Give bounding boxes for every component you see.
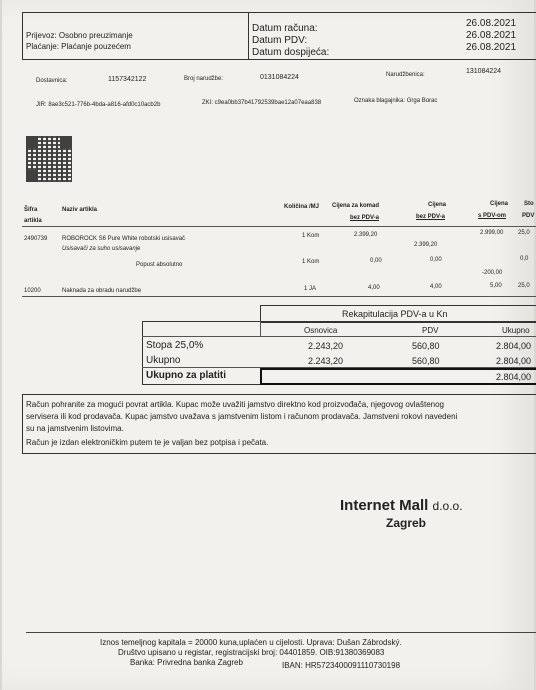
col-cijena: Cijena: [428, 202, 447, 208]
invoice-date: 26.08.2021: [466, 18, 517, 29]
row1-kolicina: 1 Kom: [302, 233, 320, 239]
col-cijena-pdv-2: s PDV-om: [478, 213, 507, 219]
note-line-2: servisera ili kod prodavača. Kupac jamstvo uvažava s jamstvenim listom i računom prodavača. Jamstveni rokovi navedeni: [26, 412, 458, 421]
col-cijena-komad: Cijena za komad: [332, 203, 380, 209]
table-bottom-divider: [22, 296, 536, 297]
recap-row1-osnovica: 2.243,20: [308, 341, 344, 351]
note-line-1: Račun pohranite za mogući povrat artikla. Kupac može uvažiti jamstvo direktno kod proizvođača, njegovog ovlaštenog: [26, 400, 445, 409]
cashier: Oznaka blagajnika: Grga Borac: [354, 98, 438, 104]
due-date-label: Datum dospijeća:: [252, 47, 330, 58]
col-artikla: artikla: [24, 218, 42, 224]
row1-cijena-pdv: 2.999,00: [480, 230, 504, 236]
company-city: Zagreb: [386, 516, 427, 530]
row1-sifra: 2490739: [24, 236, 48, 242]
row5-cijena: 4,00: [430, 284, 442, 290]
row1-stopa: 25,0: [518, 230, 530, 236]
row3-cijena-komad: 0,00: [370, 258, 382, 264]
transport-method: Prijevoz: Osobno preuzimanje: [26, 31, 133, 40]
col-stopa-2: PDV: [522, 213, 535, 219]
note-line-3: su na jamstvenim listovima.: [26, 424, 124, 433]
recap-row2-ukupno: 2.804,00: [496, 356, 532, 366]
recap-row2-label: Ukupno: [146, 355, 181, 366]
recap-row1-pdv: 560,80: [412, 341, 440, 351]
col-kolicina: Količina /MJ: [284, 204, 320, 210]
col-stopa: Sto: [524, 201, 534, 207]
delivery-note-label: Dostavnica:: [36, 78, 68, 84]
order-number: 0131084224: [260, 74, 299, 81]
recap-row2-pdv: 560,80: [412, 356, 440, 366]
col-naziv: Naziv artikla: [62, 207, 98, 213]
recap-row2-osnovica: 2.243,20: [308, 356, 344, 366]
col-sifra: Šifra: [24, 207, 38, 213]
total-label: Ukupno za platiti: [146, 370, 226, 381]
order-number-label: Broj narudžbe:: [184, 76, 224, 82]
row4-cijena-pdv: -200,00: [482, 270, 503, 276]
qr-code: [26, 136, 72, 182]
recap-row1-ukupno: 2.804,00: [496, 341, 532, 351]
row5-stopa: 25,0: [518, 283, 530, 289]
total-box: [260, 368, 536, 385]
row2-cijena: 2.399,20: [414, 242, 438, 248]
recap-col-osnovica: Osnovica: [304, 326, 338, 335]
purchase-order: 131084224: [466, 68, 502, 75]
note-line-4: Račun je izdan elektroničkim putem te je valjan bez potpisa i pečata.: [26, 438, 269, 447]
jir-code: JIR: 8ae3c521-776b-4bda-a816-afd0c10acb2b: [36, 102, 161, 108]
footer-divider: [26, 632, 536, 633]
footer-line-2: Društvo upisano u registar, registracijski broj: 04401859. OIB:91380369083: [118, 648, 385, 657]
table-header-divider: [22, 226, 536, 227]
col-cijena-pdv: Cijena: [490, 201, 509, 207]
company-name: [340, 497, 463, 514]
vat-date: 26.08.2021: [466, 30, 517, 41]
company-suffix: d.o.o.: [432, 499, 463, 513]
purchase-order-label: Narudžbenica:: [386, 72, 425, 78]
row1-naziv: ROBOROCK S6 Pure White robotski usisavač: [62, 236, 186, 242]
row3-kolicina: 1 Kom: [302, 259, 320, 265]
payment-method: Plaćanje: Plaćanje pouzećem: [26, 42, 131, 51]
total-value: 2.804,00: [496, 372, 532, 382]
row2-naziv: Usisavači za suho usisavanje: [62, 246, 141, 252]
invoice-paper: [2, 0, 534, 690]
recap-col-divider: [260, 321, 261, 336]
invoice-date-label: Datum računa:: [252, 23, 318, 34]
footer-iban: IBAN: HR5723400091110730198: [282, 661, 401, 670]
recap-col-ukupno: Ukupno: [502, 326, 530, 335]
due-date: 26.08.2021: [466, 42, 517, 53]
row1-cijena-komad: 2.399,20: [354, 232, 378, 238]
row3-cijena: 0,00: [430, 257, 442, 263]
recap-col-pdv: PDV: [422, 326, 439, 335]
footer-line-1: Iznos temeljnog kapitala = 20000 kuna,uplaćen u cijelosti. Uprava: Dušan Zábrodský.: [100, 638, 402, 647]
col-cijena-2: bez PDV-a: [416, 214, 446, 220]
row5-cijena-komad: 4,00: [368, 285, 380, 291]
row5-naziv: Naknada za obradu narudžbe: [62, 288, 142, 294]
row5-cijena-pdv: 5,00: [490, 283, 502, 289]
row3-stopa: 0,0: [520, 256, 529, 262]
zki-code: ZKI: c9ea0bb37b41792539bae12a07eaa838: [202, 100, 322, 106]
vat-date-label: Datum PDV:: [252, 35, 308, 46]
row5-kolicina: 1 JA: [304, 286, 317, 292]
col-cijena-komad-2: bez PDV-a: [350, 215, 380, 221]
footer-bank: Banka: Privredna banka Zagreb: [130, 658, 243, 667]
recap-header-divider: [142, 336, 536, 337]
recap-row1-label: Stopa 25,0%: [146, 340, 204, 351]
recap-title: Rekapitulacija PDV-a u Kn: [342, 309, 448, 319]
row5-sifra: 10200: [24, 288, 41, 294]
delivery-note: 1157342122: [108, 76, 147, 83]
company-name-main: Internet Mall: [340, 497, 429, 514]
row3-naziv: Popust absolutno: [136, 262, 183, 268]
